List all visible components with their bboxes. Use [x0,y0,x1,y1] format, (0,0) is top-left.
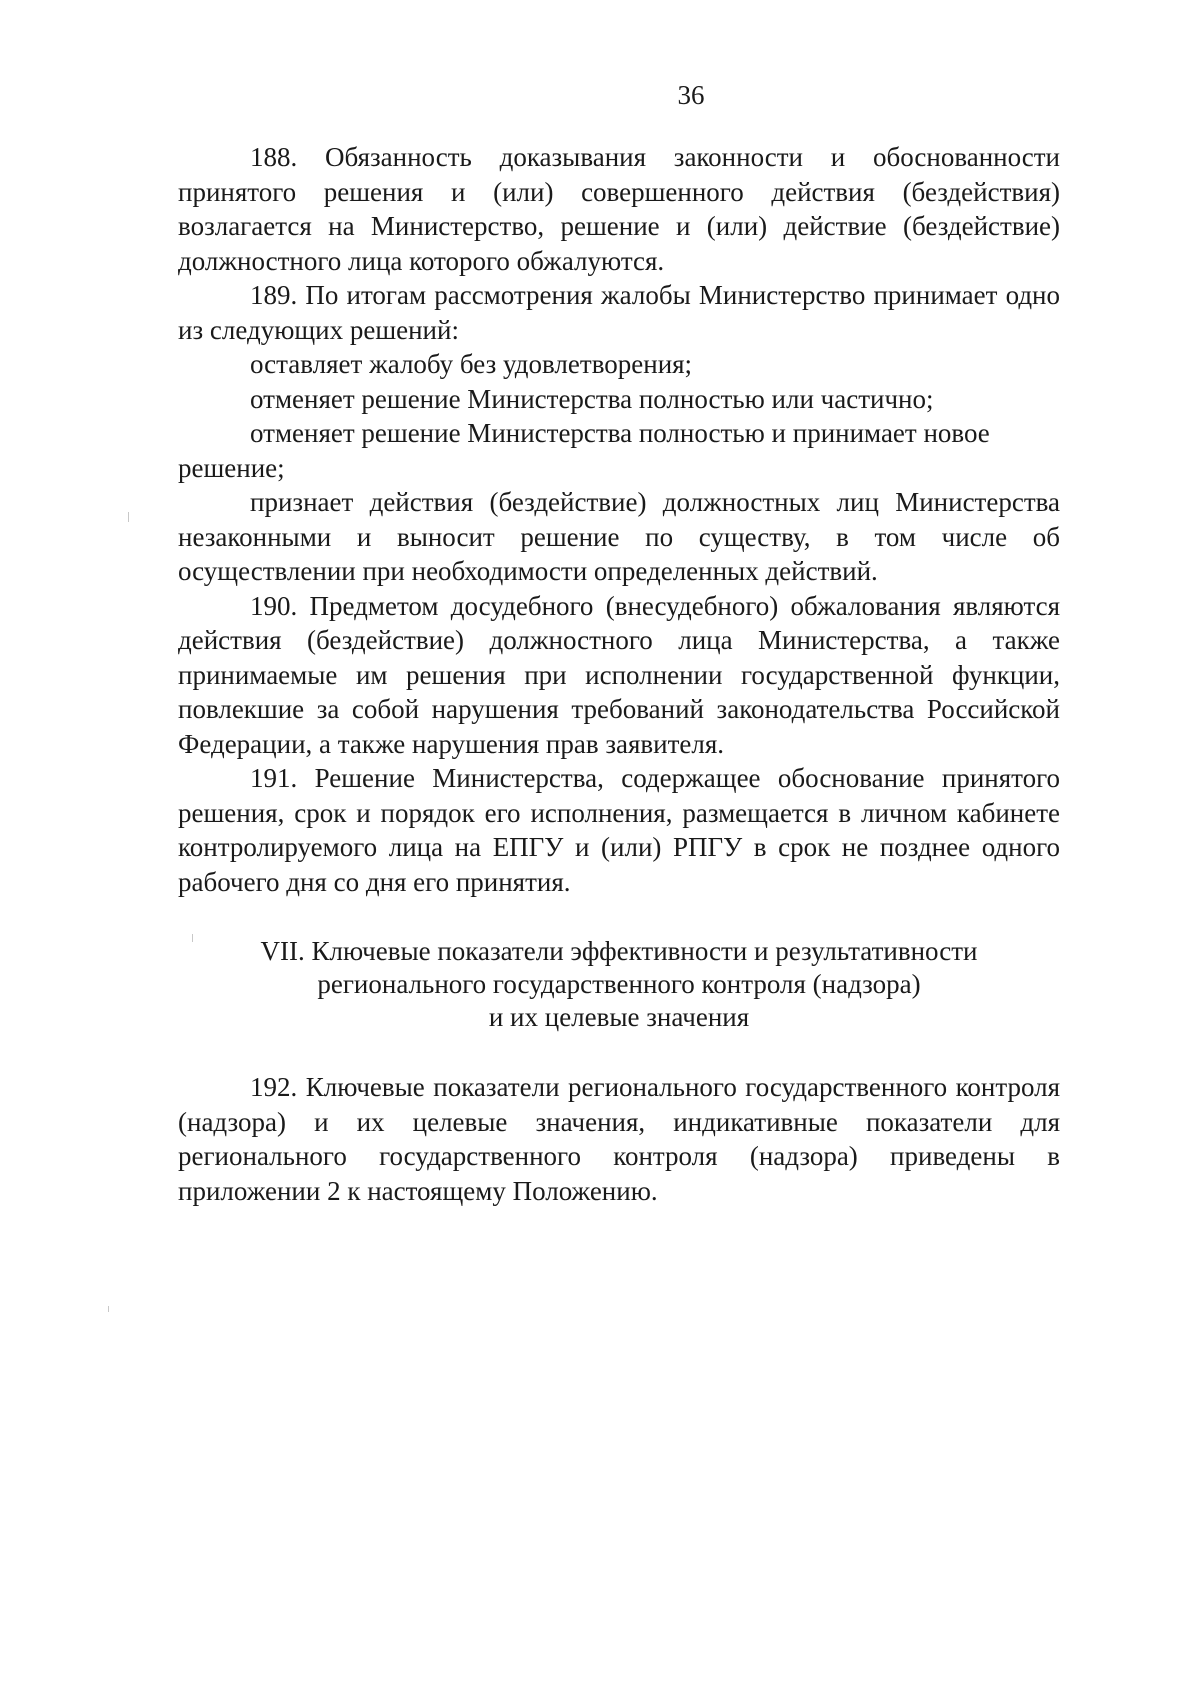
paragraph-192: 192. Ключевые показатели регионального государственного контроля (надзора) и их целевые значения, индикативные показатели для регионального государственного контроля (надзора) приведены в приложении 2 к настоящему Положению. [178,1072,1060,1206]
scan-mark [108,1306,109,1312]
decision-item-1: оставляет жалобу без удовлетворения; [250,349,693,379]
decision-item-2: отменяет решение Министерства полностью или частично; [250,383,934,414]
document-body [178,140,1060,1208]
section-heading-line-1: VII. Ключевые показатели эффективности и результативности [260,936,978,966]
decision-item-3: отменяет решение Министерства полностью и принимает новое решение; [178,418,990,483]
scan-mark [192,934,193,942]
paragraph-189: 189. По итогам рассмотрения жалобы Министерство принимает одно из следующих решений: [178,280,1060,345]
scan-mark [128,512,129,522]
section-heading [178,935,1060,1034]
paragraph-191: 191. Решение Министерства, содержащее обоснование принятого решения, срок и порядок его исполнения, размещается в личном кабинете контролируемого лица на ЕПГУ и (или) РПГУ в срок не позднее одного рабочего дня со дня его принятия. [178,763,1060,897]
page-number: 36 [677,80,705,110]
paragraph-188: 188. Обязанность доказывания законности и обоснованности принятого решения и (или) совершенного действия (бездействия) возлагается на Министерство, решение и (или) действие (бездействие) должностного лица которого обжалуются. [178,142,1060,276]
decision-item-4: признает действия (бездействие) должностных лиц Министерства незаконными и выносит решение по существу, в том числе об осуществлении при необходимости определенных действий. [178,487,1060,586]
section-heading-line-3: и их целевые значения [488,1002,750,1032]
paragraph-190: 190. Предметом досудебного (внесудебного) обжалования являются действия (бездействие) должностного лица Министерства, а также принимаемые им решения при исполнении государственной функции, повлекшие за собой нарушения требований законодательства Российской Федерации, а также нарушения прав заявителя. [178,590,1060,759]
section-heading-line-2: регионального государственного контроля (надзора) [317,969,921,999]
